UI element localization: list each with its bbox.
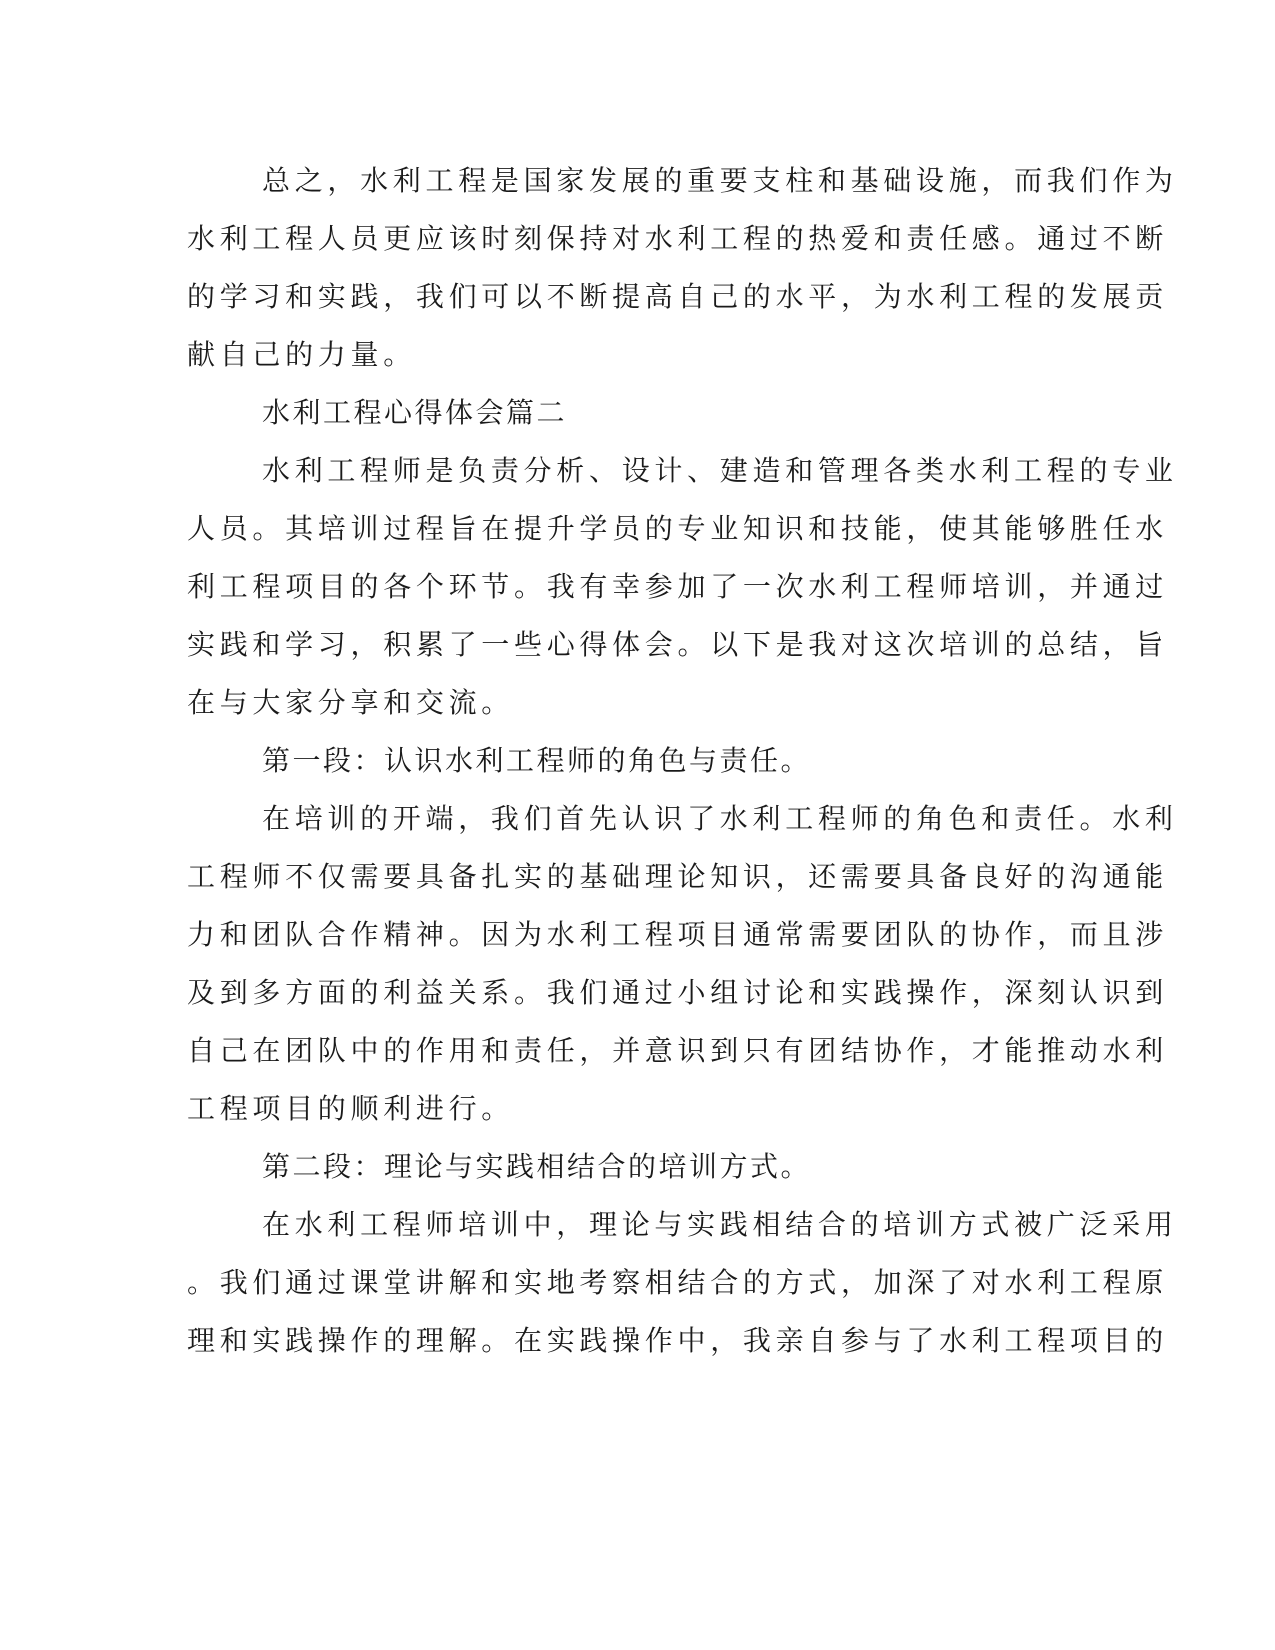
paragraph-line: 实践和学习，积累了一些心得体会。以下是我对这次培训的总结，旨	[187, 628, 1169, 661]
paragraph-line: 水利工程师是负责分析、设计、建造和管理各类水利工程的专业	[262, 454, 1178, 487]
paragraph-line: 在水利工程师培训中，理论与实践相结合的培训方式被广泛采用	[262, 1208, 1178, 1241]
paragraph-line: 理和实践操作的理解。在实践操作中，我亲自参与了水利工程项目的	[187, 1324, 1169, 1357]
paragraph-line: 献自己的力量。	[187, 338, 416, 371]
paragraph-line: 工程师不仅需要具备扎实的基础理论知识，还需要具备良好的沟通能	[187, 860, 1169, 893]
paragraph-line: 人员。其培训过程旨在提升学员的专业知识和技能，使其能够胜任水	[187, 512, 1169, 545]
paragraph-line: 工程项目的顺利进行。	[187, 1092, 515, 1125]
paragraph-line: 自己在团队中的作用和责任，并意识到只有团结协作，才能推动水利	[187, 1034, 1169, 1067]
section-heading: 第一段：认识水利工程师的角色与责任。	[262, 744, 812, 777]
section-heading: 水利工程心得体会篇二	[262, 396, 568, 429]
paragraph-line: 利工程项目的各个环节。我有幸参加了一次水利工程师培训，并通过	[187, 570, 1169, 603]
paragraph-line: 总之，水利工程是国家发展的重要支柱和基础设施，而我们作为	[262, 164, 1178, 197]
paragraph-line: 及到多方面的利益关系。我们通过小组讨论和实践操作，深刻认识到	[187, 976, 1169, 1009]
paragraph-line: 在培训的开端，我们首先认识了水利工程师的角色和责任。水利	[262, 802, 1178, 835]
section-heading: 第二段：理论与实践相结合的培训方式。	[262, 1150, 812, 1183]
paragraph-line: 。我们通过课堂讲解和实地考察相结合的方式，加深了对水利工程原	[187, 1266, 1169, 1299]
paragraph-line: 水利工程人员更应该时刻保持对水利工程的热爱和责任感。通过不断	[187, 222, 1169, 255]
paragraph-line: 在与大家分享和交流。	[187, 686, 515, 719]
paragraph-line: 的学习和实践，我们可以不断提高自己的水平，为水利工程的发展贡	[187, 280, 1169, 313]
paragraph-line: 力和团队合作精神。因为水利工程项目通常需要团队的协作，而且涉	[187, 918, 1169, 951]
